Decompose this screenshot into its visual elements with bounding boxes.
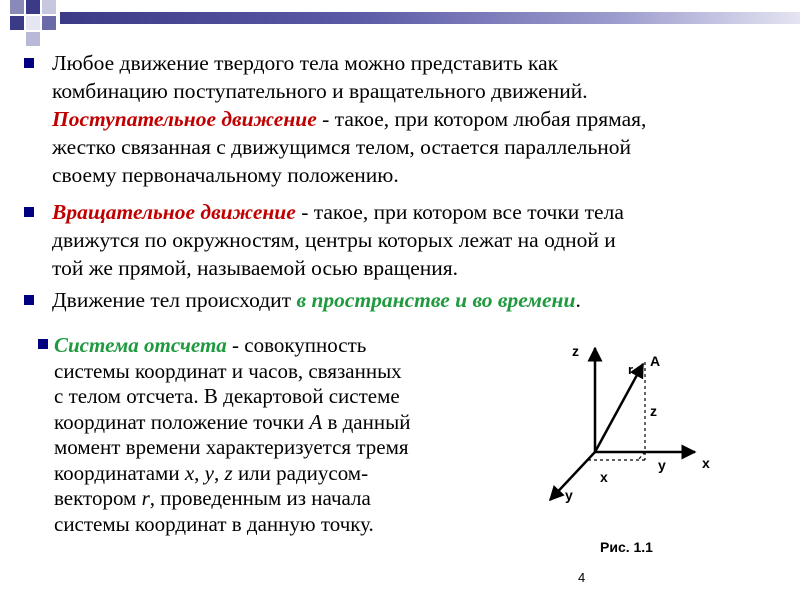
axis-label-z: z bbox=[572, 343, 579, 359]
text-line: системы координат и часов, связанных bbox=[54, 358, 402, 383]
projection-label-z: z bbox=[650, 403, 657, 419]
text-span: , проведенным из начала bbox=[149, 486, 371, 510]
term-space-time: в пространстве и во времени bbox=[296, 288, 576, 312]
bullet-2-text bbox=[52, 198, 792, 282]
var-y: y bbox=[204, 460, 214, 485]
term-translational: Поступательное движение bbox=[52, 107, 317, 131]
title-decoration bbox=[0, 0, 800, 50]
text-line bbox=[54, 461, 524, 487]
text-line: с телом отсчета. В декартовой системе bbox=[54, 384, 400, 408]
var-a: А bbox=[309, 409, 323, 434]
text-line: комбинацию поступательного и вращательного движений. bbox=[52, 79, 588, 103]
text-line bbox=[52, 198, 792, 226]
projection-label-y: y bbox=[658, 457, 666, 473]
axis-label-y: y bbox=[565, 487, 573, 503]
bullet-3-text bbox=[52, 286, 792, 314]
text-span: - такое, при котором любая прямая, bbox=[316, 107, 647, 131]
text-line bbox=[52, 105, 792, 133]
text-span: - такое, при котором все точки тела bbox=[295, 200, 624, 224]
text-span: вектором bbox=[54, 486, 142, 510]
text-line: Любое движение твердого тела можно представить как bbox=[52, 51, 559, 75]
text-line: системы координат в данную точку. bbox=[54, 511, 374, 536]
decor-square bbox=[10, 0, 24, 14]
text-line: той же прямой, называемой осью вращения. bbox=[52, 256, 459, 280]
bullet-marker bbox=[38, 339, 48, 349]
page-number: 4 bbox=[578, 570, 586, 585]
projection-label-x: x bbox=[600, 469, 608, 485]
text-line bbox=[54, 410, 524, 436]
text-span: . bbox=[575, 288, 581, 312]
decor-square bbox=[42, 0, 56, 14]
title-band bbox=[60, 12, 800, 24]
text-span: Движение тел происходит bbox=[52, 288, 297, 312]
text-line bbox=[52, 286, 792, 314]
frame-text bbox=[54, 333, 524, 537]
vector-label-r: r bbox=[628, 362, 634, 377]
text-line: момент времени характеризуется тремя bbox=[54, 435, 409, 459]
text-line bbox=[54, 333, 524, 359]
radius-vector bbox=[595, 364, 643, 452]
point-label-a: A bbox=[650, 353, 661, 369]
decor-square bbox=[26, 16, 40, 30]
bullet-marker bbox=[24, 207, 34, 217]
text-span: в данный bbox=[322, 409, 411, 434]
text-line: жестко связанная с движущимся телом, остается параллельной bbox=[52, 135, 632, 159]
decor-square bbox=[10, 16, 24, 30]
text-line bbox=[54, 486, 524, 512]
bullet-marker bbox=[24, 295, 34, 305]
text-span: или радиусом- bbox=[232, 460, 369, 485]
decor-square bbox=[26, 32, 40, 46]
var-r: r bbox=[141, 486, 150, 510]
figure-caption: Рис. 1.1 bbox=[600, 539, 653, 555]
text-span: , bbox=[194, 460, 205, 485]
var-z: z bbox=[224, 460, 233, 485]
term-rotational: Вращательное движение bbox=[52, 200, 296, 224]
text-span: координат положение точки bbox=[54, 409, 310, 434]
bullet-marker bbox=[24, 58, 34, 68]
coordinate-figure bbox=[530, 330, 730, 560]
text-line: движутся по окружностям, центры которых лежат на одной и bbox=[52, 228, 616, 252]
decor-square bbox=[42, 16, 56, 30]
text-span: - совокупность bbox=[226, 333, 367, 357]
term-reference-frame: Система отсчета bbox=[54, 333, 227, 357]
var-x: x bbox=[184, 460, 195, 485]
text-span: координатами bbox=[54, 460, 185, 485]
axis-label-x: x bbox=[702, 455, 710, 471]
text-line: своему первоначальному положению. bbox=[52, 163, 399, 187]
bullet-1-text bbox=[52, 49, 792, 189]
decor-square bbox=[26, 0, 40, 14]
text-span: , bbox=[214, 460, 225, 485]
